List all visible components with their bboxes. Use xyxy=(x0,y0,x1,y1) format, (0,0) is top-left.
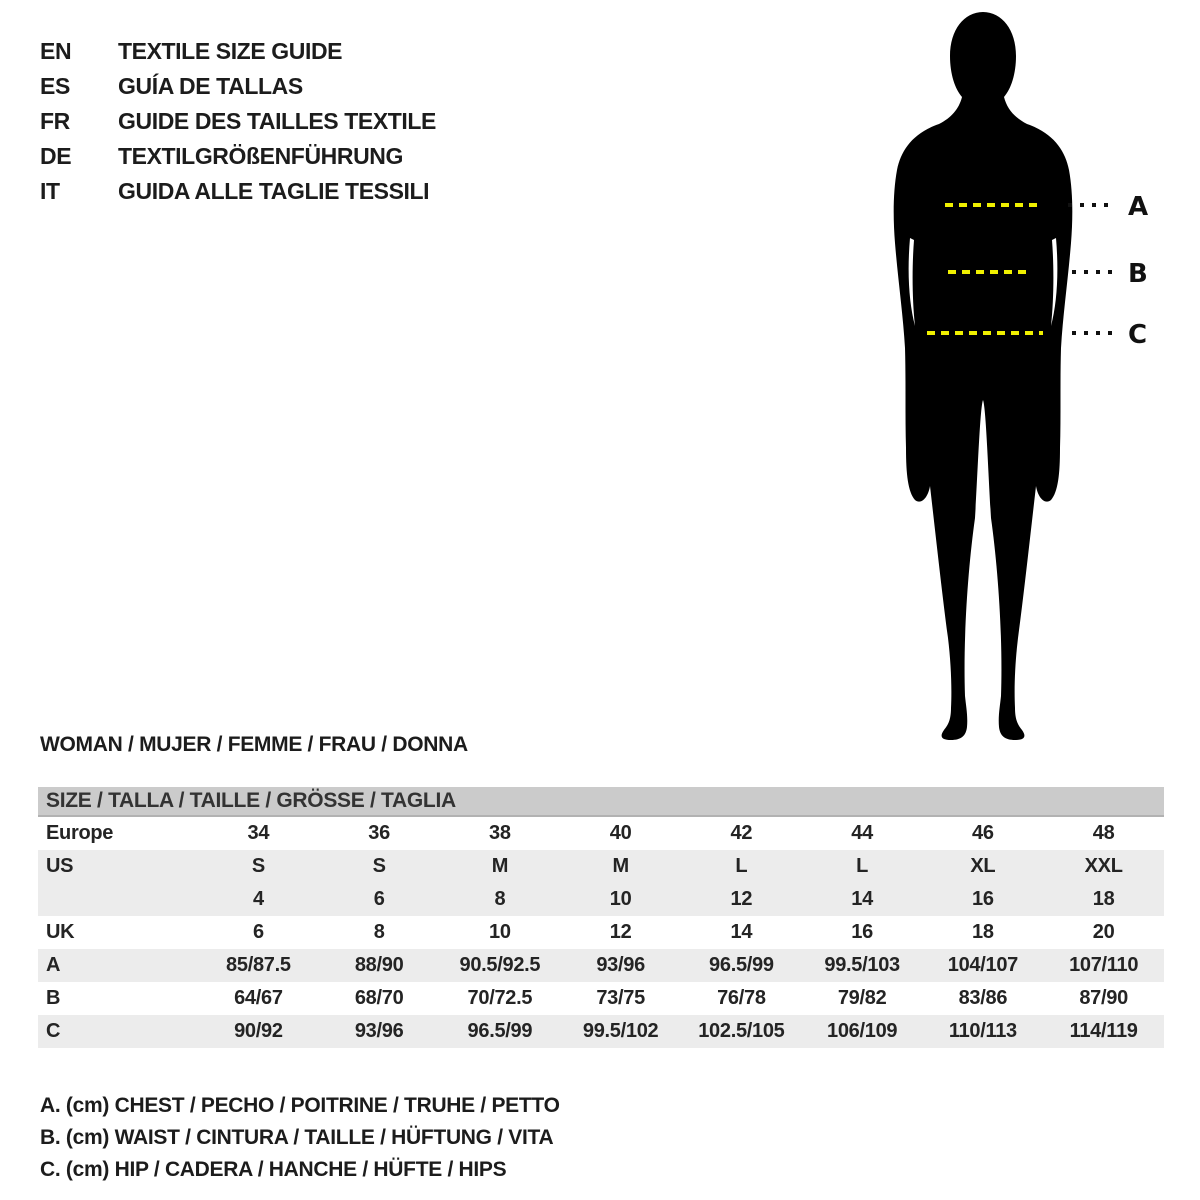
size-cell: 8 xyxy=(494,888,506,910)
size-cell: 18 xyxy=(1092,888,1115,910)
marker-label-b: B xyxy=(1128,259,1148,289)
size-cell: 70/72.5 xyxy=(467,987,533,1009)
size-cell: 12 xyxy=(730,888,753,910)
language-code: ES xyxy=(40,73,70,99)
language-row-de xyxy=(40,139,436,174)
table-row-us-numeric xyxy=(38,883,1164,916)
size-cell: 20 xyxy=(1092,921,1115,943)
size-cell: 16 xyxy=(851,921,873,943)
size-cell: 106/109 xyxy=(827,1020,898,1042)
size-cell: 10 xyxy=(609,888,632,910)
size-cell: 110/113 xyxy=(948,1020,1017,1042)
woman-figure xyxy=(850,8,1160,748)
section-title: WOMAN / MUJER / FEMME / FRAU / DONNA xyxy=(40,733,468,756)
language-row-fr xyxy=(40,104,436,139)
language-code: IT xyxy=(40,178,60,204)
size-cell: 114/119 xyxy=(1069,1020,1138,1042)
language-row-en xyxy=(40,34,436,69)
size-cell: 90/92 xyxy=(234,1020,283,1042)
size-cell: 48 xyxy=(1092,822,1115,844)
size-table xyxy=(38,787,1164,1048)
table-row-waist xyxy=(38,982,1164,1015)
size-cell: 18 xyxy=(972,921,994,943)
size-cell: 14 xyxy=(730,921,753,943)
size-cell: XXL xyxy=(1084,855,1123,877)
size-cell: 102.5/105 xyxy=(698,1020,785,1042)
size-cell: 85/87.5 xyxy=(226,954,291,976)
row-label: UK xyxy=(46,921,75,943)
size-cell: M xyxy=(612,855,629,877)
size-cell: 104/107 xyxy=(947,954,1018,976)
size-cell: 38 xyxy=(489,822,511,844)
marker-label-c: C xyxy=(1128,320,1148,350)
size-cell: 4 xyxy=(252,888,264,910)
size-cell: 99.5/102 xyxy=(582,1020,659,1042)
size-cell: XL xyxy=(970,855,996,877)
size-cell: 76/78 xyxy=(717,987,766,1009)
language-title: TEXTILGRÖßENFÜHRUNG xyxy=(118,143,403,169)
size-cell: 93/96 xyxy=(354,1020,404,1042)
table-row-chest xyxy=(38,949,1164,982)
size-cell: 64/67 xyxy=(234,987,283,1009)
size-cell: M xyxy=(491,855,509,877)
size-cell: 12 xyxy=(609,921,632,943)
legend-item-waist: B. (cm) WAIST / CINTURA / TAILLE / HÜFTUNG / VITA xyxy=(40,1126,554,1149)
size-cell: 6 xyxy=(373,888,385,910)
size-cell: 87/90 xyxy=(1079,987,1128,1009)
size-cell: 14 xyxy=(851,888,873,910)
marker-label-a: A xyxy=(1128,192,1149,222)
size-cell: 88/90 xyxy=(354,954,404,976)
row-label: Europe xyxy=(46,822,114,844)
size-cell: 40 xyxy=(609,822,632,844)
language-row-it xyxy=(40,174,436,209)
language-title: GUIDA ALLE TAGLIE TESSILI xyxy=(118,178,430,204)
row-label: C xyxy=(46,1020,61,1042)
language-row-es xyxy=(40,69,436,104)
language-title: GUÍA DE TALLAS xyxy=(118,73,303,99)
size-cell: 6 xyxy=(252,921,264,943)
size-cell: S xyxy=(372,855,386,877)
legend-item-chest: A. (cm) CHEST / PECHO / POITRINE / TRUHE / PETTO xyxy=(40,1094,560,1117)
woman-silhouette-image xyxy=(850,8,1160,748)
size-cell: 44 xyxy=(851,822,873,844)
row-label: B xyxy=(46,987,61,1009)
size-cell: 73/75 xyxy=(596,987,645,1009)
table-row-us xyxy=(38,850,1164,883)
table-header: SIZE / TALLA / TAILLE / GRÖSSE / TAGLIA xyxy=(38,787,1164,817)
table-row-hip xyxy=(38,1015,1164,1048)
size-cell: L xyxy=(735,855,748,877)
size-cell: L xyxy=(856,855,869,877)
size-cell: 96.5/99 xyxy=(709,954,774,976)
measurement-legend xyxy=(40,1090,560,1186)
size-cell: 107/110 xyxy=(1069,954,1139,976)
size-cell: 34 xyxy=(247,822,270,844)
size-cell: 79/82 xyxy=(837,987,887,1009)
size-cell: 68/70 xyxy=(354,987,404,1009)
language-title: GUIDE DES TAILLES TEXTILE xyxy=(118,108,436,134)
size-cell: 36 xyxy=(368,822,390,844)
size-cell: 96.5/99 xyxy=(467,1020,533,1042)
size-cell: 83/86 xyxy=(958,987,1008,1009)
size-cell: 42 xyxy=(730,822,753,844)
language-title: TEXTILE SIZE GUIDE xyxy=(118,38,343,64)
size-cell: 16 xyxy=(972,888,994,910)
size-cell: 10 xyxy=(489,921,511,943)
row-label: A xyxy=(46,954,61,976)
legend-item-hip: C. (cm) HIP / CADERA / HANCHE / HÜFTE / HIPS xyxy=(40,1158,507,1181)
language-code: FR xyxy=(40,108,70,134)
size-cell: 99.5/103 xyxy=(824,954,900,976)
woman-silhouette xyxy=(894,12,1073,740)
size-cell: S xyxy=(251,855,265,877)
size-cell: 46 xyxy=(972,822,994,844)
size-cell: 90.5/92.5 xyxy=(459,954,541,976)
table-row-europe xyxy=(38,817,1164,850)
size-cell: 8 xyxy=(373,921,385,943)
language-code: EN xyxy=(40,38,72,64)
row-label: US xyxy=(46,855,74,877)
size-cell: 93/96 xyxy=(596,954,645,976)
language-list xyxy=(40,34,436,209)
row-label xyxy=(38,883,198,916)
language-code: DE xyxy=(40,143,72,169)
table-row-uk xyxy=(38,916,1164,949)
